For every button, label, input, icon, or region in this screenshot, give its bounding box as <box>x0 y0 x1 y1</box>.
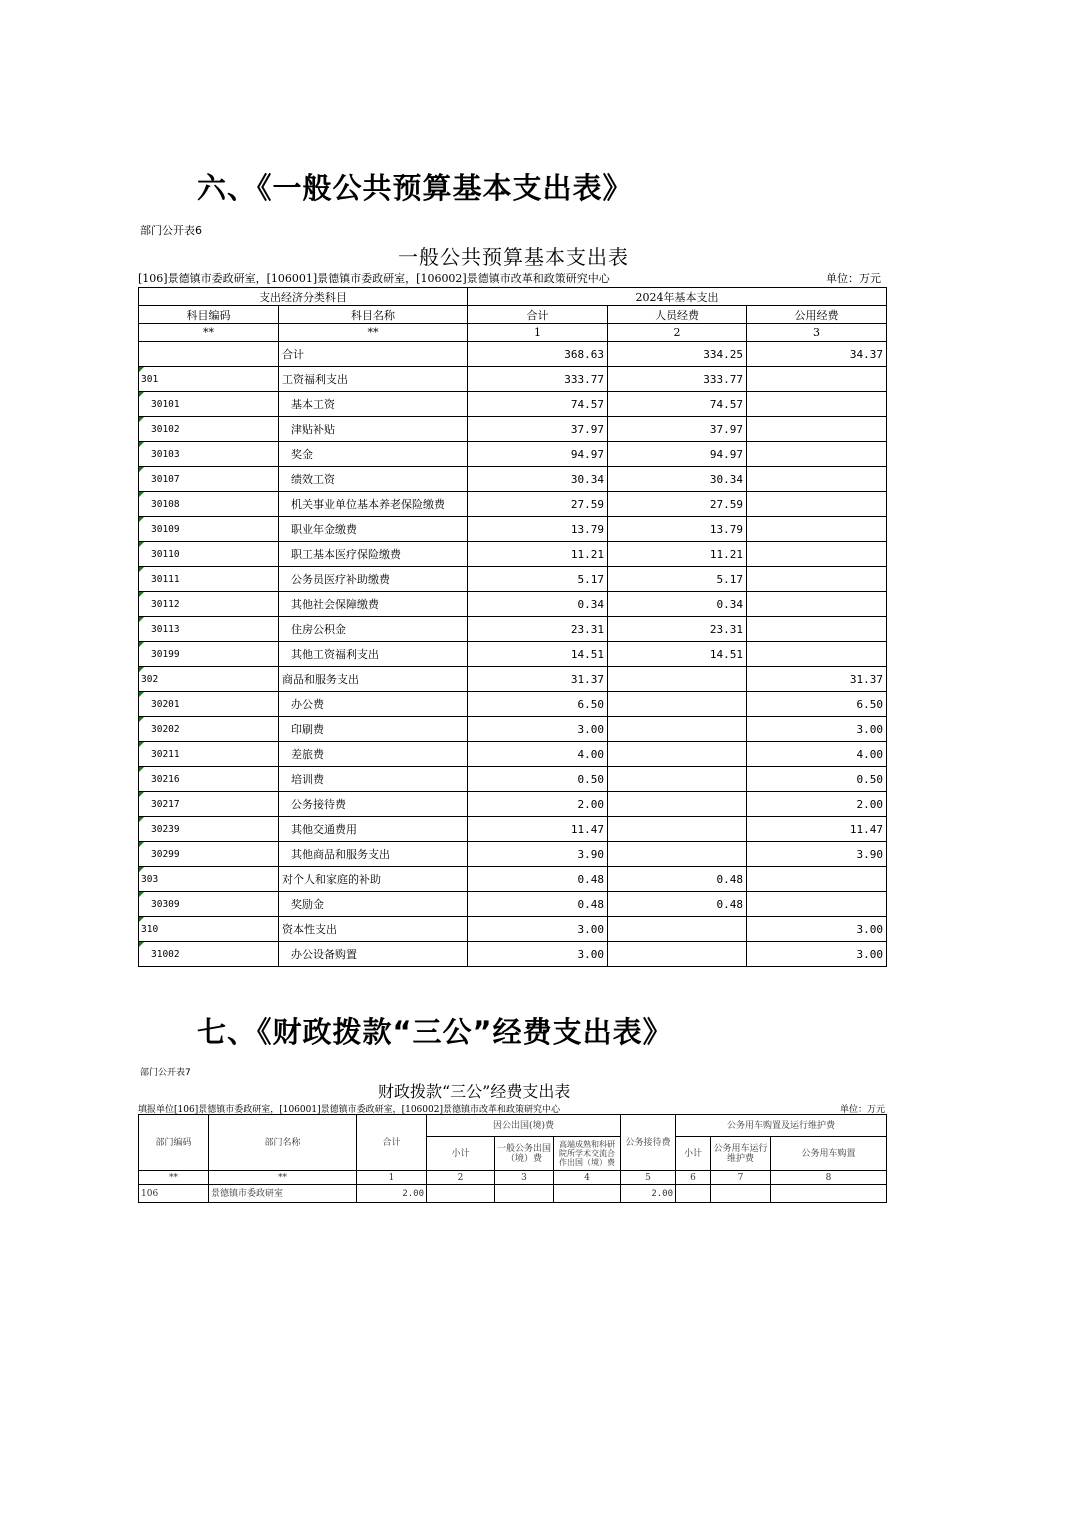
table-row <box>139 392 887 417</box>
reception-header: 公务接待费 <box>621 1115 676 1171</box>
index-cell: 3 <box>747 324 887 342</box>
col-personnel-header: 人员经费 <box>608 306 747 324</box>
account-code-cell: 30110 <box>139 542 279 567</box>
public-cell: 3.90 <box>747 842 887 867</box>
index-cell: 4 <box>554 1171 621 1185</box>
account-code-cell: 310 <box>139 917 279 942</box>
index-cell: ** <box>139 1171 209 1185</box>
table-row <box>139 517 887 542</box>
table-row <box>139 817 887 842</box>
public-cell <box>747 567 887 592</box>
account-name-cell: 印刷费 <box>279 717 468 742</box>
table-row <box>139 942 887 967</box>
account-name-cell: 商品和服务支出 <box>279 667 468 692</box>
table-row <box>139 792 887 817</box>
index-cell: ** <box>209 1171 357 1185</box>
personnel-cell: 5.17 <box>608 567 747 592</box>
account-name-cell: 其他社会保障缴费 <box>279 592 468 617</box>
total-cell: 27.59 <box>468 492 608 517</box>
public-cell <box>747 542 887 567</box>
public-cell: 11.47 <box>747 817 887 842</box>
account-name-cell: 公务员医疗补助缴费 <box>279 567 468 592</box>
account-code-cell: 30211 <box>139 742 279 767</box>
personnel-cell: 14.51 <box>608 642 747 667</box>
public-cell: 0.50 <box>747 767 887 792</box>
table-row <box>139 342 887 367</box>
public-cell <box>747 517 887 542</box>
total-cell: 3.90 <box>468 842 608 867</box>
account-name-cell: 资本性支出 <box>279 917 468 942</box>
account-code-cell: 302 <box>139 667 279 692</box>
vehicle-header: 公务用车购置及运行维护费 <box>676 1115 887 1137</box>
table-row <box>139 367 887 392</box>
table-6-unit: 单位：万元 <box>826 272 881 285</box>
total-cell: 5.17 <box>468 567 608 592</box>
total-cell: 23.31 <box>468 617 608 642</box>
total-cell: 14.51 <box>468 642 608 667</box>
table-row <box>139 417 887 442</box>
vehicle-run-header: 公务用车运行维护费 <box>711 1137 771 1171</box>
public-cell: 3.00 <box>747 717 887 742</box>
account-name-cell: 住房公积金 <box>279 617 468 642</box>
index-cell: 6 <box>676 1171 711 1185</box>
table-header-row <box>139 288 887 306</box>
table-row <box>139 742 887 767</box>
public-cell: 34.37 <box>747 342 887 367</box>
account-code-cell: 30202 <box>139 717 279 742</box>
reception-cell: 2.00 <box>621 1185 676 1203</box>
personnel-cell: 0.34 <box>608 592 747 617</box>
vehicle-buy-header: 公务用车购置 <box>771 1137 887 1171</box>
index-cell: ** <box>279 324 468 342</box>
table-row <box>139 442 887 467</box>
table-header-row <box>139 1115 887 1137</box>
total-cell: 13.79 <box>468 517 608 542</box>
table-header-row <box>139 306 887 324</box>
account-name-cell: 其他交通费用 <box>279 817 468 842</box>
col-code-header: 科目编码 <box>139 306 279 324</box>
account-code-cell: 30103 <box>139 442 279 467</box>
total-cell: 0.48 <box>468 892 608 917</box>
account-code-cell: 30111 <box>139 567 279 592</box>
index-cell: 3 <box>495 1171 554 1185</box>
vehicle-subtotal-cell <box>676 1185 711 1203</box>
account-code-cell: 303 <box>139 867 279 892</box>
table-row <box>139 767 887 792</box>
account-code-cell: 30109 <box>139 517 279 542</box>
index-cell: 1 <box>357 1171 427 1185</box>
personnel-cell <box>608 917 747 942</box>
index-cell: 7 <box>711 1171 771 1185</box>
public-cell <box>747 492 887 517</box>
table-6-title: 一般公共预算基本支出表 <box>398 245 629 269</box>
personnel-cell: 0.48 <box>608 892 747 917</box>
total-cell: 2.00 <box>468 792 608 817</box>
table-row <box>139 567 887 592</box>
dept-name-header: 部门名称 <box>209 1115 357 1171</box>
basic-expenditure-table <box>138 287 887 967</box>
header-basic-expenditure: 2024年基本支出 <box>468 288 887 306</box>
abroad-header: 因公出国(境)费 <box>427 1115 621 1137</box>
public-cell <box>747 392 887 417</box>
table-6-unit-line: [106]景德镇市委政研室，[106001]景德镇市委政研室，[106002]景德镇市改革和政策研究中心 <box>138 272 610 285</box>
index-cell: ** <box>139 324 279 342</box>
personnel-cell: 37.97 <box>608 417 747 442</box>
total-cell: 74.57 <box>468 392 608 417</box>
col-total-header: 合计 <box>468 306 608 324</box>
abroad-subtotal-header: 小计 <box>427 1137 495 1171</box>
account-name-cell: 培训费 <box>279 767 468 792</box>
public-cell: 3.00 <box>747 942 887 967</box>
account-code-cell <box>139 342 279 367</box>
table-row <box>139 842 887 867</box>
table-row <box>139 692 887 717</box>
account-name-cell: 其他工资福利支出 <box>279 642 468 667</box>
personnel-cell <box>608 792 747 817</box>
account-name-cell: 奖金 <box>279 442 468 467</box>
personnel-cell <box>608 942 747 967</box>
col-public-header: 公用经费 <box>747 306 887 324</box>
personnel-cell: 0.48 <box>608 867 747 892</box>
total-cell: 30.34 <box>468 467 608 492</box>
dept-name-cell: 景德镇市委政研室 <box>209 1185 357 1203</box>
public-cell <box>747 617 887 642</box>
abroad-subtotal-cell <box>427 1185 495 1203</box>
account-name-cell: 其他商品和服务支出 <box>279 842 468 867</box>
personnel-cell: 334.25 <box>608 342 747 367</box>
table-row <box>139 1185 887 1203</box>
account-code-cell: 30299 <box>139 842 279 867</box>
account-name-cell: 奖励金 <box>279 892 468 917</box>
account-code-cell: 30201 <box>139 692 279 717</box>
total-header: 合计 <box>357 1115 427 1171</box>
account-name-cell: 办公设备购置 <box>279 942 468 967</box>
table-index-row <box>139 1171 887 1185</box>
personnel-cell: 13.79 <box>608 517 747 542</box>
table-row <box>139 917 887 942</box>
account-code-cell: 30102 <box>139 417 279 442</box>
public-cell <box>747 367 887 392</box>
three-public-expenses-table <box>138 1114 887 1203</box>
total-cell: 0.50 <box>468 767 608 792</box>
personnel-cell <box>608 667 747 692</box>
personnel-cell: 27.59 <box>608 492 747 517</box>
total-cell: 11.21 <box>468 542 608 567</box>
account-name-cell: 公务接待费 <box>279 792 468 817</box>
table-7-unit: 单位：万元 <box>840 1105 886 1115</box>
table-row <box>139 617 887 642</box>
personnel-cell: 30.34 <box>608 467 747 492</box>
account-code-cell: 30112 <box>139 592 279 617</box>
total-cell: 0.48 <box>468 867 608 892</box>
public-cell <box>747 467 887 492</box>
table-7-label: 部门公开表7 <box>140 1068 191 1078</box>
account-name-cell: 基本工资 <box>279 392 468 417</box>
account-name-cell: 办公费 <box>279 692 468 717</box>
abroad-talent-header: 高端成熟和科研院所学术交流合作出国（境）费 <box>554 1137 621 1171</box>
account-name-cell: 绩效工资 <box>279 467 468 492</box>
public-cell: 6.50 <box>747 692 887 717</box>
account-code-cell: 30309 <box>139 892 279 917</box>
account-code-cell: 30113 <box>139 617 279 642</box>
personnel-cell: 11.21 <box>608 542 747 567</box>
public-cell: 31.37 <box>747 667 887 692</box>
total-cell: 3.00 <box>468 942 608 967</box>
index-cell: 1 <box>468 324 608 342</box>
personnel-cell: 94.97 <box>608 442 747 467</box>
account-name-cell: 差旅费 <box>279 742 468 767</box>
account-name-cell: 对个人和家庭的补助 <box>279 867 468 892</box>
public-cell <box>747 642 887 667</box>
account-code-cell: 31002 <box>139 942 279 967</box>
account-code-cell: 30101 <box>139 392 279 417</box>
account-code-cell: 30217 <box>139 792 279 817</box>
total-cell: 31.37 <box>468 667 608 692</box>
public-cell <box>747 867 887 892</box>
public-cell: 2.00 <box>747 792 887 817</box>
table-7-title: 财政拨款“三公”经费支出表 <box>378 1082 571 1101</box>
personnel-cell <box>608 692 747 717</box>
index-cell: 8 <box>771 1171 887 1185</box>
table-row <box>139 892 887 917</box>
header-classification: 支出经济分类科目 <box>139 288 468 306</box>
table-row <box>139 642 887 667</box>
vehicle-buy-cell <box>771 1185 887 1203</box>
abroad-general-cell <box>495 1185 554 1203</box>
table-row <box>139 867 887 892</box>
account-name-cell: 工资福利支出 <box>279 367 468 392</box>
account-code-cell: 30216 <box>139 767 279 792</box>
total-cell: 333.77 <box>468 367 608 392</box>
account-code-cell: 30107 <box>139 467 279 492</box>
personnel-cell: 74.57 <box>608 392 747 417</box>
public-cell <box>747 417 887 442</box>
total-cell: 0.34 <box>468 592 608 617</box>
account-name-cell: 合计 <box>279 342 468 367</box>
total-cell: 2.00 <box>357 1185 427 1203</box>
account-code-cell: 301 <box>139 367 279 392</box>
section-6-title: 六、《一般公共预算基本支出表》 <box>197 171 633 205</box>
table-row <box>139 467 887 492</box>
account-code-cell: 30108 <box>139 492 279 517</box>
total-cell: 11.47 <box>468 817 608 842</box>
public-cell: 4.00 <box>747 742 887 767</box>
col-name-header: 科目名称 <box>279 306 468 324</box>
total-cell: 3.00 <box>468 717 608 742</box>
total-cell: 6.50 <box>468 692 608 717</box>
dept-code-cell: 106 <box>139 1185 209 1203</box>
abroad-general-header: 一般公务出国（境）费 <box>495 1137 554 1171</box>
table-6-label: 部门公开表6 <box>140 224 202 237</box>
personnel-cell <box>608 717 747 742</box>
account-code-cell: 30199 <box>139 642 279 667</box>
account-name-cell: 津贴补贴 <box>279 417 468 442</box>
dept-code-header: 部门编码 <box>139 1115 209 1171</box>
total-cell: 4.00 <box>468 742 608 767</box>
index-cell: 2 <box>608 324 747 342</box>
personnel-cell <box>608 742 747 767</box>
public-cell <box>747 442 887 467</box>
table-row <box>139 592 887 617</box>
table-row <box>139 667 887 692</box>
vehicle-subtotal-header: 小计 <box>676 1137 711 1171</box>
public-cell <box>747 892 887 917</box>
public-cell: 3.00 <box>747 917 887 942</box>
account-name-cell: 职工基本医疗保险缴费 <box>279 542 468 567</box>
public-cell <box>747 592 887 617</box>
personnel-cell <box>608 767 747 792</box>
personnel-cell <box>608 842 747 867</box>
table-row <box>139 492 887 517</box>
table-index-row <box>139 324 887 342</box>
personnel-cell: 23.31 <box>608 617 747 642</box>
index-cell: 5 <box>621 1171 676 1185</box>
total-cell: 94.97 <box>468 442 608 467</box>
index-cell: 2 <box>427 1171 495 1185</box>
account-code-cell: 30239 <box>139 817 279 842</box>
total-cell: 37.97 <box>468 417 608 442</box>
account-name-cell: 职业年金缴费 <box>279 517 468 542</box>
table-row <box>139 717 887 742</box>
total-cell: 3.00 <box>468 917 608 942</box>
account-name-cell: 机关事业单位基本养老保险缴费 <box>279 492 468 517</box>
personnel-cell: 333.77 <box>608 367 747 392</box>
section-7-title: 七、《财政拨款“三公”经费支出表》 <box>197 1015 673 1049</box>
vehicle-run-cell <box>711 1185 771 1203</box>
total-cell: 368.63 <box>468 342 608 367</box>
table-row <box>139 542 887 567</box>
personnel-cell <box>608 817 747 842</box>
abroad-talent-cell <box>554 1185 621 1203</box>
table-7-unit-line: 填报单位[106]景德镇市委政研室，[106001]景德镇市委政研室，[106002]景德镇市改革和政策研究中心 <box>138 1105 560 1115</box>
